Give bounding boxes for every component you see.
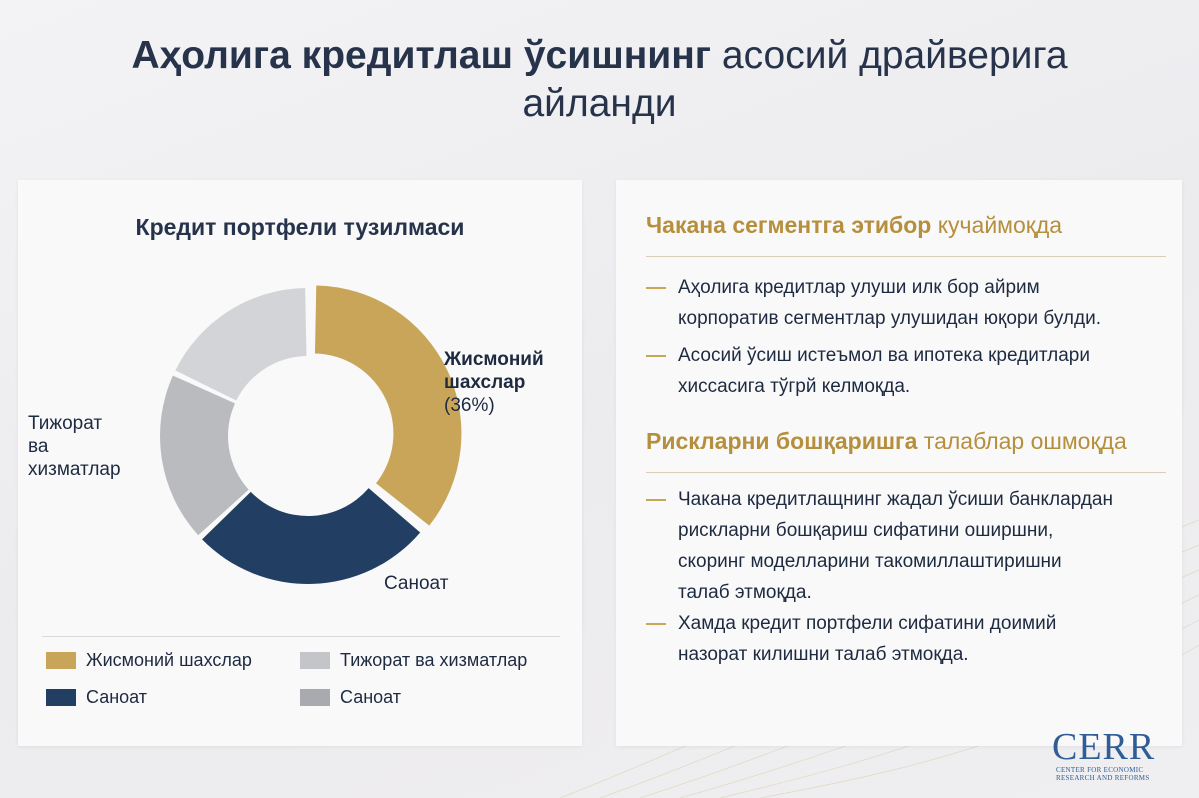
legend-swatch — [46, 689, 76, 706]
bullet-dash-icon — [646, 499, 666, 501]
chart-card — [18, 180, 582, 746]
cerr-logo: CERR CENTER FOR ECONOMIC RESEARCH AND REFORMS — [1052, 726, 1156, 782]
legend-swatch — [300, 652, 330, 669]
bullet-dash-icon — [646, 355, 666, 357]
bullet-dash-icon — [646, 623, 666, 625]
legend-item: Жисмоний шахслар — [46, 650, 252, 671]
donut-slice — [175, 288, 306, 401]
donut-slice — [202, 488, 420, 584]
section-heading-retail: Чакана сегментга этибор кучаймоқда — [646, 212, 1063, 238]
section-heading-risk: Рискларни бошқаришга талаблар ошмоқда — [646, 428, 1127, 454]
section-divider — [646, 472, 1166, 473]
legend-divider — [42, 636, 560, 637]
slice-label-tijorat: Тижорат ва хизматлар — [28, 413, 121, 480]
bullet-dash-icon — [646, 287, 666, 289]
legend-swatch — [46, 652, 76, 669]
slice-label-sanoat: Саноат — [384, 573, 449, 594]
legend-item: Саноат — [46, 687, 147, 708]
legend-item: Саноат — [300, 687, 401, 708]
legend-item: Тижорат ва хизматлар — [300, 650, 527, 671]
chart-title: Кредит портфели тузилмаси — [135, 214, 465, 240]
slice-label-jismoniy: Жисмоний шахслар (36%) — [444, 349, 544, 416]
legend-swatch — [300, 689, 330, 706]
section-divider — [646, 256, 1166, 257]
page-title: Аҳолига кредитлаш ўсишнинг асосий драйверига айланди — [131, 34, 1068, 125]
info-card: Чакана сегментга этибор кучаймоқда Аҳолига кредитлар улуши илк бор айрим корпоратив сегментлар улушидан юқори булди. Асосий ўсиш истеъмол ва ипотека кредитлари хиссасига тўгрй келмоқда. Рискларни бошқаришга талаблар ошмоқда Чакана кредитлащнинг жадал ўсиши банклардан рискларни бошқариш сифатини оширшни, скоринг моделларини такомиллаштиришни талаб этмоқда. Хамда кредит портфели сифатини доимий назорат килишни талаб этмоқда. — [616, 180, 1182, 746]
donut-slice — [315, 285, 461, 525]
